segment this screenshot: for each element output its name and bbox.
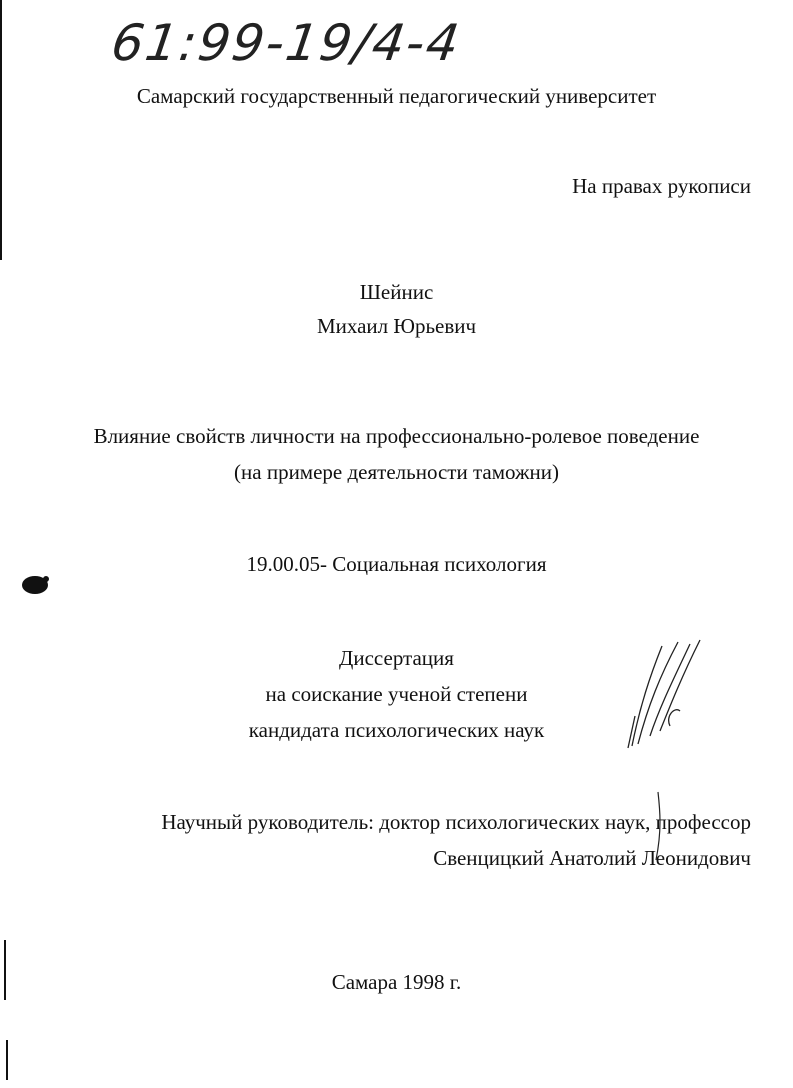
signature-icon [620, 636, 710, 756]
scan-edge-line-bottom2 [6, 1040, 8, 1080]
advisor-line1: Научный руководитель: доктор психологических наук, профессор [161, 810, 751, 834]
thesis-title-line2: (на примере деятельности таможни) [234, 460, 559, 484]
archive-number: 61:99-19/4-4 [107, 14, 465, 72]
ink-blot-icon [20, 574, 50, 596]
pen-stroke-icon [648, 790, 668, 870]
degree-line2: на соискание ученой степени [265, 682, 528, 706]
author-surname: Шейнис [359, 280, 434, 304]
university-name: Самарский государственный педагогический университет [136, 84, 657, 108]
specialty-code: 19.00.05- Социальная психология [246, 552, 547, 576]
manuscript-rights-note: На правах рукописи [572, 174, 751, 198]
thesis-title-line1: Влияние свойств личности на профессионально-ролевое поведение [93, 424, 700, 448]
advisor-line2: Свенцицкий Анатолий Леонидович [433, 846, 751, 870]
scan-edge-line-top [0, 0, 2, 260]
degree-line3: кандидата психологических наук [248, 718, 545, 742]
place-and-year: Самара 1998 г. [331, 970, 462, 994]
author-given-names: Михаил Юрьевич [316, 314, 477, 338]
degree-line1: Диссертация [339, 646, 454, 670]
